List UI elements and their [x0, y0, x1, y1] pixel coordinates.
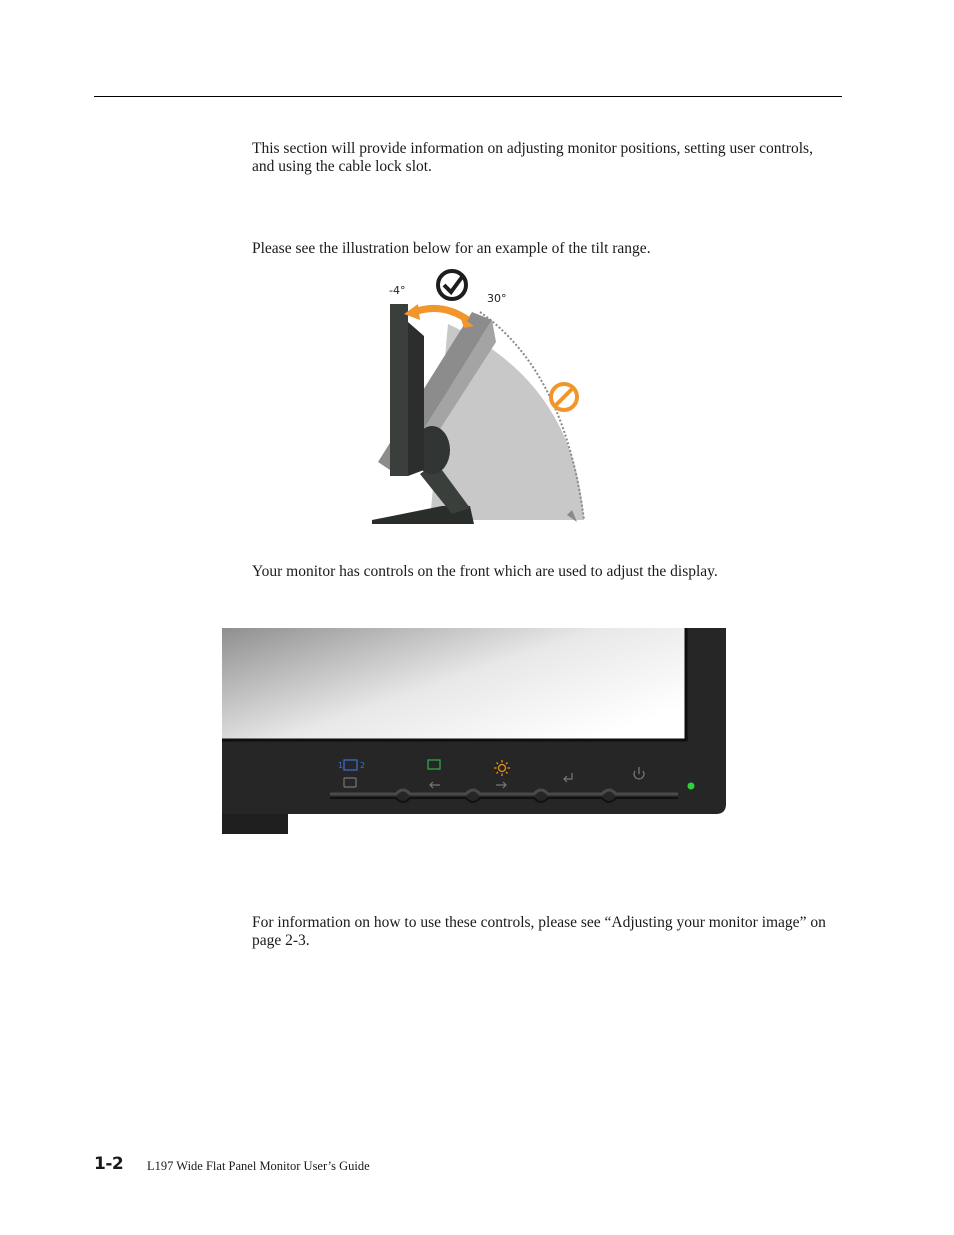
monitor-screen: [222, 628, 686, 740]
intro-paragraph: This section will provide information on adjusting monitor positions, setting user controls, and using the cable lock slot.: [252, 140, 813, 175]
power-led: [688, 783, 695, 790]
input-label-left: 1: [338, 761, 344, 770]
tilt-range-illustration: [360, 262, 600, 528]
upright-monitor-back: [408, 322, 424, 476]
tilt-arrow: [414, 308, 468, 320]
check-circle-icon: [438, 271, 466, 299]
prohibited-icon: [551, 384, 577, 410]
input-label-right: 2: [360, 761, 366, 770]
header-rule: [94, 96, 842, 97]
document-title: L197 Wide Flat Panel Monitor User’s Guide: [147, 1159, 370, 1173]
info-paragraph: For information on how to use these controls, please see “Adjusting your monitor image” on page 2-3.: [252, 914, 826, 949]
front-controls-illustration: [220, 628, 728, 836]
upright-monitor-panel: [390, 304, 408, 476]
angle-back-label: -4°: [389, 284, 406, 297]
angle-forward-label: 30°: [487, 292, 507, 305]
monitor-stand-stub: [222, 814, 288, 834]
tilt-paragraph: Please see the illustration below for an example of the tilt range.: [252, 240, 651, 257]
page-number: 1-2: [94, 1154, 124, 1174]
controls-paragraph: Your monitor has controls on the front which are used to adjust the display.: [252, 563, 718, 580]
